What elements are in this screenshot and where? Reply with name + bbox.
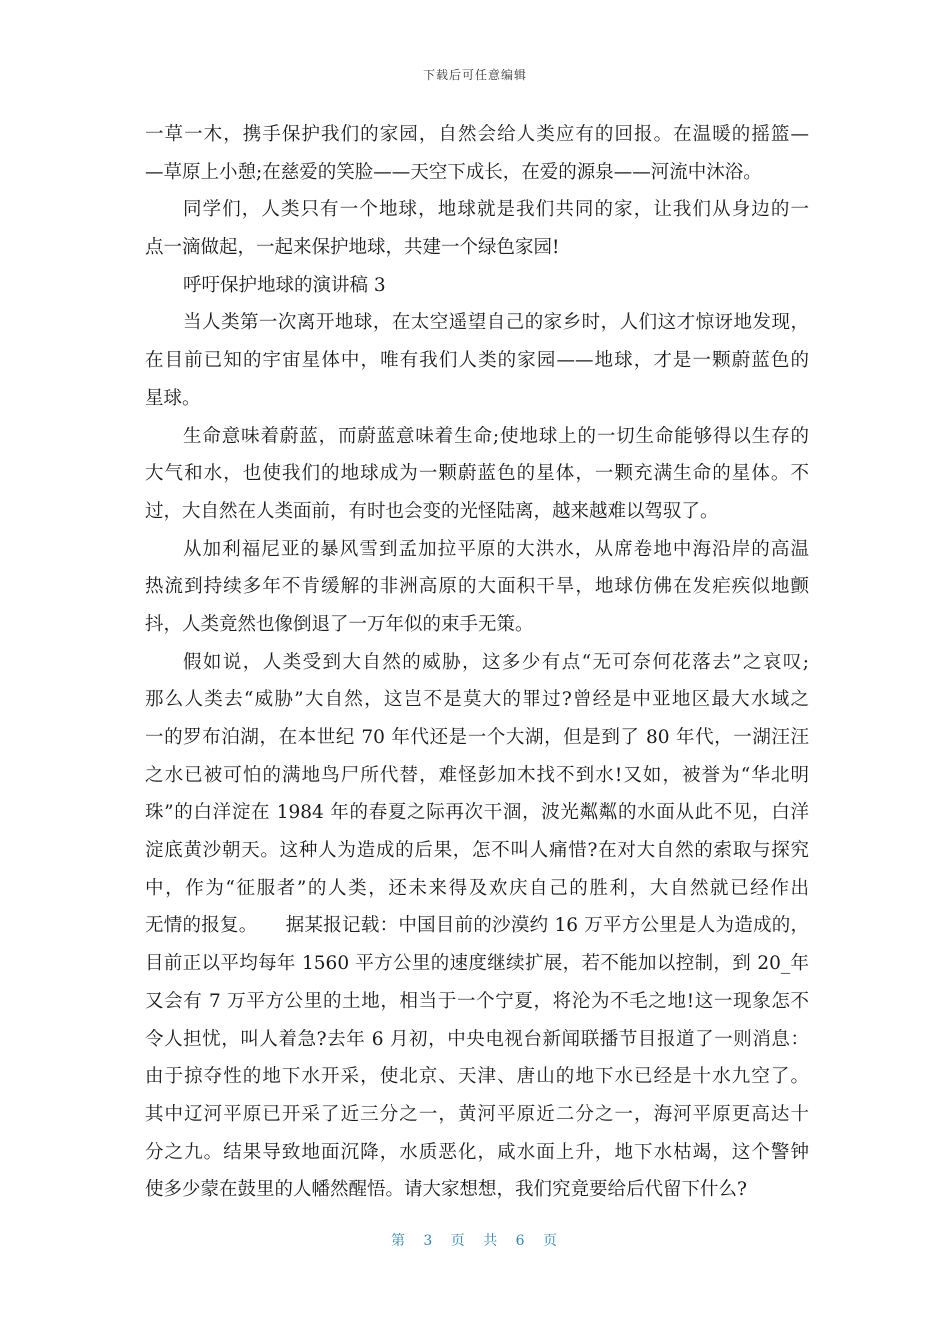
- text-line: 令人担忧，叫人着急?去年 6 月初，中央电视台新闻联播节目报道了一则消息：: [145, 1028, 809, 1050]
- text-line: 无情的报复。 据某报记载：中国目前的沙漠约 16 万平方公里是人为造成的，: [145, 915, 809, 937]
- text-line: 热流到持续多年不肯缓解的非洲高原的大面积干旱，地球仿佛在发疟疾似地颤: [145, 576, 809, 598]
- text-line: 那么人类去“威胁”大自然，这岂不是莫大的罪过?曾经是中亚地区最大水域之: [145, 689, 809, 711]
- text-line: 一的罗布泊湖，在本世纪 70 年代还是一个大湖，但是到了 80 年代，一湖汪汪: [145, 727, 809, 748]
- text-line: 其中辽河平原已开采了近三分之一，黄河平原近二分之一，海河平原更高达十: [145, 1103, 809, 1125]
- text-line: 之水已被可怕的满地鸟尸所代替，难怪彭加木找不到水!又如，被誉为“华北明: [145, 764, 809, 786]
- text-line: 生命意味着蔚蓝，而蔚蓝意味着生命;使地球上的一切生命能够得以生存的: [183, 425, 809, 447]
- page-footer: 第 3 页 共 6 页: [390, 1233, 560, 1249]
- text-line: 分之九。结果导致地面沉降，水质恶化，咸水面上升，地下水枯竭，这个警钟: [145, 1141, 809, 1163]
- page-header: 下载后可任意编辑: [422, 68, 527, 82]
- text-line: 珠”的白洋淀在 1984 年的春夏之际再次干涸，波光粼粼的水面从此不见，白洋: [145, 802, 809, 824]
- text-line: 目前正以平均每年 1560 平方公里的速度继续扩展，若不能加以控制，到 20_年: [145, 953, 809, 975]
- text-line: 由于掠夺性的地下水开采，使北京、天津、唐山的地下水已经是十水九空了。: [145, 1066, 809, 1088]
- text-line: 假如说，人类受到大自然的威胁，这多少有点“无可奈何花落去”之哀叹;: [183, 651, 809, 673]
- text-line: 中，作为“征服者”的人类，还未来得及欢庆自己的胜利，大自然就已经作出: [145, 877, 809, 899]
- text-line: 点一滴做起，一起来保护地球，共建一个绿色家园!: [145, 237, 560, 259]
- text-line: 淀底黄沙朝天。这种人为造成的后果，怎不叫人痛惜?在对大自然的索取与探究: [145, 840, 809, 862]
- text-line: 星球。: [145, 387, 201, 409]
- section-heading: 呼吁保护地球的演讲稿 3: [183, 274, 386, 296]
- text-line: 在目前已知的宇宙星体中，唯有我们人类的家园——地球，才是一颗蔚蓝色的: [145, 350, 809, 372]
- text-line: 大气和水，也使我们的地球成为一颗蔚蓝色的星体，一颗充满生命的星体。不: [145, 463, 809, 485]
- text-line: 一草一木，携手保护我们的家园，自然会给人类应有的回报。在温暖的摇篮—: [145, 124, 809, 145]
- text-line: 抖，人类竟然也像倒退了一万年似的束手无策。: [145, 613, 534, 635]
- text-line: —草原上小憩;在慈爱的笑脸——天空下成长，在爱的源泉——河流中沐浴。: [145, 161, 762, 183]
- text-line: 过，大自然在人类面前，有时也会变的光怪陆离，越来越难以驾驭了。: [145, 500, 719, 522]
- document-body: [145, 116, 809, 1209]
- text-line: 从加利福尼亚的暴风雪到孟加拉平原的大洪水，从席卷地中海沿岸的高温: [183, 538, 809, 560]
- text-line: 使多少蒙在鼓里的人幡然醒悟。请大家想想，我们究竟要给后代留下什么?: [145, 1179, 747, 1201]
- text-line: 又会有 7 万平方公里的土地，相当于一个宁夏，将沦为不毛之地!这一现象怎不: [145, 990, 809, 1012]
- text-line: 当人类第一次离开地球，在太空遥望自己的家乡时，人们这才惊讶地发现，: [183, 312, 809, 334]
- text-line: 同学们，人类只有一个地球，地球就是我们共同的家，让我们从身边的一: [183, 199, 809, 221]
